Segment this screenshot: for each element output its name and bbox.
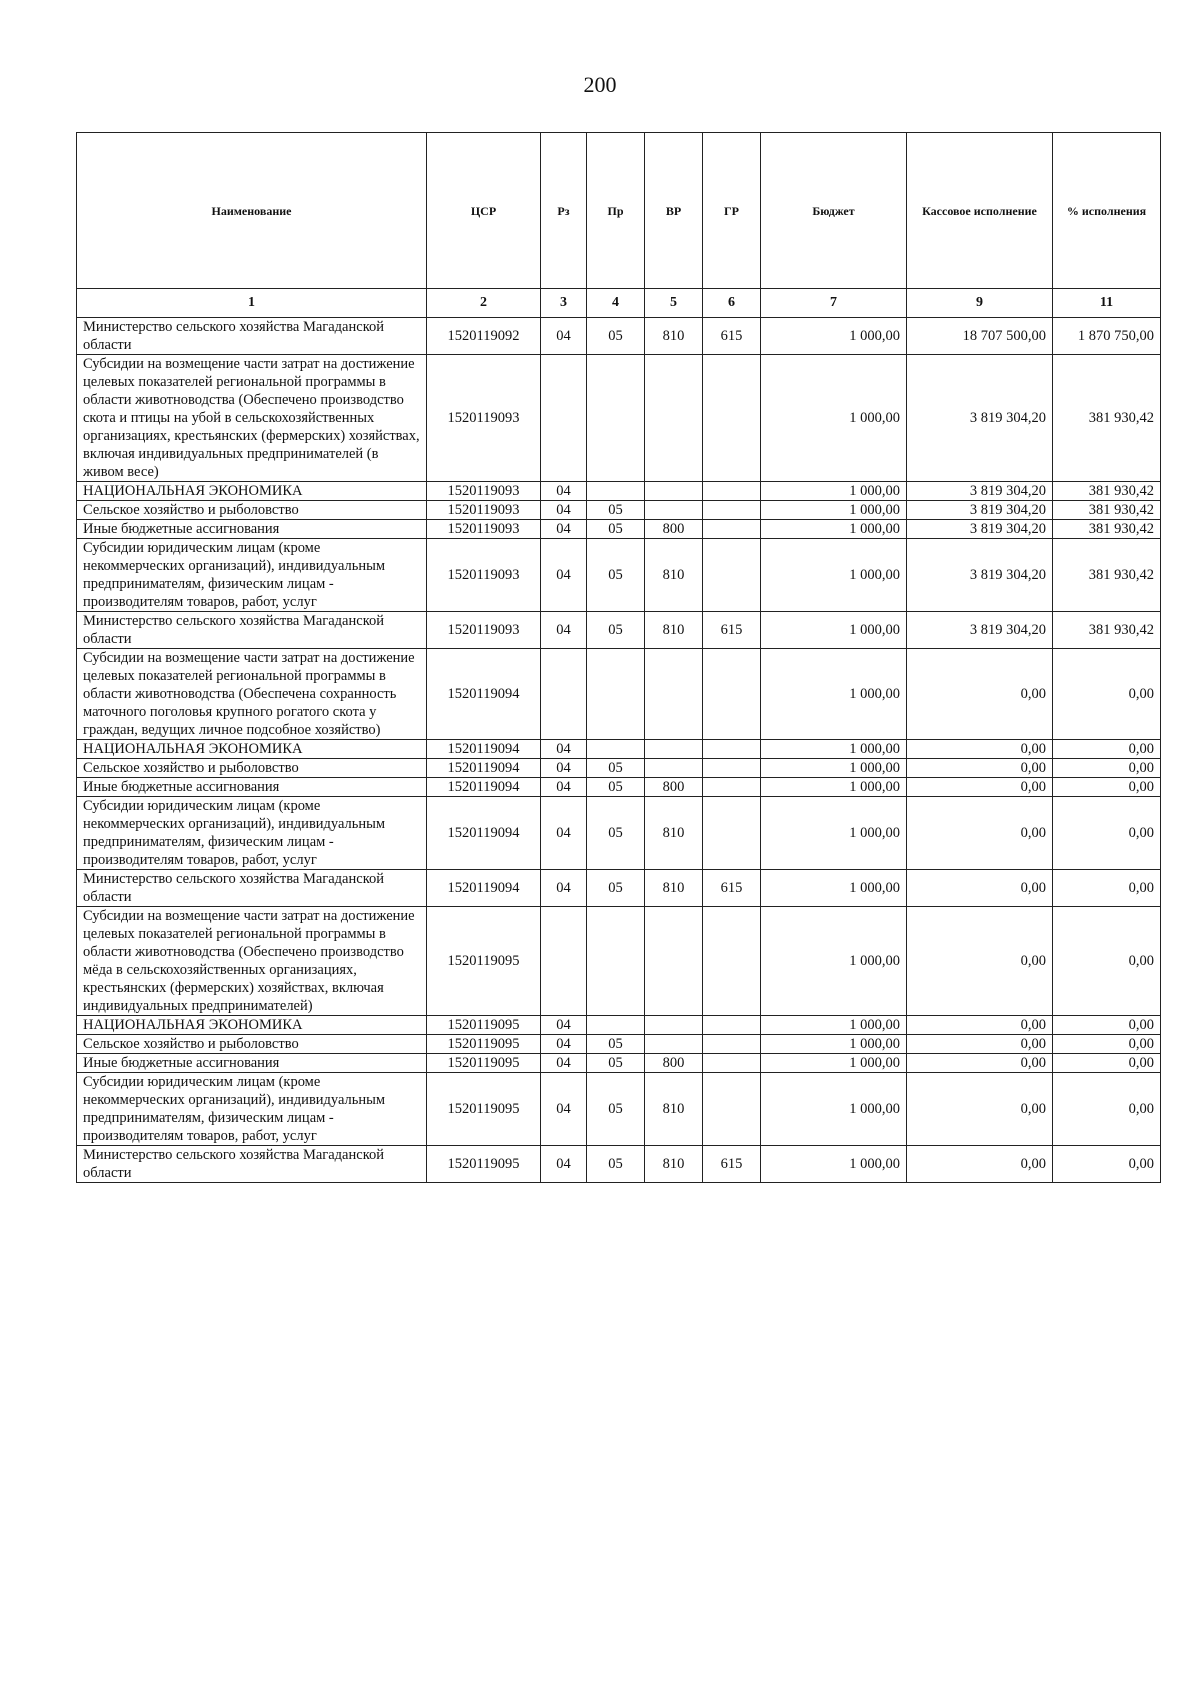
col-number: 3 <box>541 289 587 318</box>
cell-vr <box>645 907 703 1016</box>
cell-rz: 04 <box>541 1146 587 1183</box>
cell-percent: 0,00 <box>1053 1146 1161 1183</box>
cell-name: Сельское хозяйство и рыболовство <box>77 501 427 520</box>
cell-budget: 1 000,00 <box>761 907 907 1016</box>
table-row <box>77 355 1161 482</box>
cell-pr <box>587 740 645 759</box>
cell-vr: 810 <box>645 1146 703 1183</box>
cell-gr <box>703 539 761 612</box>
cell-pr <box>587 482 645 501</box>
cell-budget: 1 000,00 <box>761 1016 907 1035</box>
cell-percent: 381 930,42 <box>1053 355 1161 482</box>
cell-gr: 615 <box>703 870 761 907</box>
cell-name: Сельское хозяйство и рыболовство <box>77 1035 427 1054</box>
cell-csr: 1520119093 <box>427 355 541 482</box>
cell-csr: 1520119093 <box>427 501 541 520</box>
cell-cash: 0,00 <box>907 759 1053 778</box>
cell-rz: 04 <box>541 759 587 778</box>
col-header-vr: ВР <box>645 133 703 289</box>
column-number-row <box>77 289 1161 318</box>
cell-name: Субсидии на возмещение части затрат на достижение целевых показателей региональной программы в области животноводства (Обеспечено производство скота и птицы на убой в сельскохозяйственных организациях, крестьянских (фермерских) хозяйствах, включая индивидуальных предпринимателей (в живом весе) <box>77 355 427 482</box>
cell-budget: 1 000,00 <box>761 740 907 759</box>
cell-pr: 05 <box>587 870 645 907</box>
table-row <box>77 1016 1161 1035</box>
cell-vr: 800 <box>645 778 703 797</box>
cell-name: Министерство сельского хозяйства Магаданской области <box>77 870 427 907</box>
cell-percent: 0,00 <box>1053 1073 1161 1146</box>
col-number: 4 <box>587 289 645 318</box>
cell-gr <box>703 778 761 797</box>
cell-name: Министерство сельского хозяйства Магаданской области <box>77 612 427 649</box>
cell-rz <box>541 355 587 482</box>
cell-pr: 05 <box>587 501 645 520</box>
cell-budget: 1 000,00 <box>761 1146 907 1183</box>
cell-percent: 381 930,42 <box>1053 612 1161 649</box>
table-row <box>77 759 1161 778</box>
cell-pr <box>587 907 645 1016</box>
cell-rz: 04 <box>541 1054 587 1073</box>
cell-name: Иные бюджетные ассигнования <box>77 1054 427 1073</box>
cell-cash: 3 819 304,20 <box>907 355 1053 482</box>
cell-gr <box>703 759 761 778</box>
cell-percent: 0,00 <box>1053 1016 1161 1035</box>
cell-vr: 800 <box>645 1054 703 1073</box>
header-row <box>77 133 1161 289</box>
col-header-csr: ЦСР <box>427 133 541 289</box>
cell-csr: 1520119095 <box>427 1054 541 1073</box>
cell-name: НАЦИОНАЛЬНАЯ ЭКОНОМИКА <box>77 1016 427 1035</box>
cell-name: НАЦИОНАЛЬНАЯ ЭКОНОМИКА <box>77 482 427 501</box>
table-row <box>77 501 1161 520</box>
cell-pr: 05 <box>587 797 645 870</box>
cell-budget: 1 000,00 <box>761 759 907 778</box>
cell-cash: 0,00 <box>907 797 1053 870</box>
cell-percent: 0,00 <box>1053 907 1161 1016</box>
cell-gr <box>703 797 761 870</box>
cell-budget: 1 000,00 <box>761 612 907 649</box>
cell-pr: 05 <box>587 1035 645 1054</box>
cell-csr: 1520119094 <box>427 759 541 778</box>
cell-rz: 04 <box>541 482 587 501</box>
cell-rz: 04 <box>541 539 587 612</box>
col-header-cash: Кассовое исполнение <box>907 133 1053 289</box>
cell-budget: 1 000,00 <box>761 501 907 520</box>
cell-budget: 1 000,00 <box>761 539 907 612</box>
cell-name: НАЦИОНАЛЬНАЯ ЭКОНОМИКА <box>77 740 427 759</box>
cell-rz: 04 <box>541 778 587 797</box>
cell-rz: 04 <box>541 318 587 355</box>
cell-name: Субсидии юридическим лицам (кроме некоммерческих организаций), индивидуальным предпринимателям, физическим лицам - производителям товаров, работ, услуг <box>77 539 427 612</box>
cell-percent: 0,00 <box>1053 740 1161 759</box>
cell-cash: 0,00 <box>907 1035 1053 1054</box>
table-row <box>77 797 1161 870</box>
cell-name: Субсидии юридическим лицам (кроме некоммерческих организаций), индивидуальным предпринимателям, физическим лицам - производителям товаров, работ, услуг <box>77 1073 427 1146</box>
col-number: 9 <box>907 289 1053 318</box>
cell-rz: 04 <box>541 1073 587 1146</box>
cell-gr: 615 <box>703 318 761 355</box>
cell-rz: 04 <box>541 1016 587 1035</box>
cell-gr <box>703 907 761 1016</box>
cell-csr: 1520119094 <box>427 649 541 740</box>
table-row <box>77 740 1161 759</box>
cell-vr <box>645 1035 703 1054</box>
col-number: 7 <box>761 289 907 318</box>
cell-gr <box>703 740 761 759</box>
cell-gr: 615 <box>703 612 761 649</box>
table-row <box>77 907 1161 1016</box>
table-row <box>77 1035 1161 1054</box>
cell-budget: 1 000,00 <box>761 778 907 797</box>
page-number: 200 <box>583 72 617 97</box>
cell-vr <box>645 649 703 740</box>
cell-vr <box>645 759 703 778</box>
cell-budget: 1 000,00 <box>761 318 907 355</box>
cell-budget: 1 000,00 <box>761 520 907 539</box>
cell-vr: 810 <box>645 539 703 612</box>
col-header-name: Наименование <box>77 133 427 289</box>
cell-cash: 3 819 304,20 <box>907 539 1053 612</box>
cell-vr: 810 <box>645 612 703 649</box>
table-row <box>77 1146 1161 1183</box>
table-row <box>77 1073 1161 1146</box>
cell-cash: 3 819 304,20 <box>907 520 1053 539</box>
cell-csr: 1520119093 <box>427 612 541 649</box>
cell-rz: 04 <box>541 797 587 870</box>
cell-csr: 1520119095 <box>427 1146 541 1183</box>
cell-pr: 05 <box>587 1146 645 1183</box>
col-header-gr: ГР <box>703 133 761 289</box>
cell-gr <box>703 501 761 520</box>
cell-gr: 615 <box>703 1146 761 1183</box>
cell-cash: 0,00 <box>907 907 1053 1016</box>
cell-csr: 1520119093 <box>427 482 541 501</box>
cell-pr: 05 <box>587 759 645 778</box>
table-row <box>77 1054 1161 1073</box>
cell-csr: 1520119095 <box>427 907 541 1016</box>
cell-gr <box>703 1035 761 1054</box>
cell-gr <box>703 649 761 740</box>
cell-cash: 0,00 <box>907 1016 1053 1035</box>
cell-vr: 810 <box>645 1073 703 1146</box>
cell-cash: 18 707 500,00 <box>907 318 1053 355</box>
cell-pr: 05 <box>587 778 645 797</box>
cell-csr: 1520119094 <box>427 870 541 907</box>
cell-budget: 1 000,00 <box>761 1073 907 1146</box>
table-body <box>77 318 1161 1183</box>
cell-pr: 05 <box>587 1054 645 1073</box>
cell-cash: 0,00 <box>907 740 1053 759</box>
col-header-percent: % исполнения <box>1053 133 1161 289</box>
cell-percent: 0,00 <box>1053 649 1161 740</box>
cell-pr: 05 <box>587 318 645 355</box>
table-row <box>77 612 1161 649</box>
cell-csr: 1520119093 <box>427 520 541 539</box>
cell-cash: 3 819 304,20 <box>907 612 1053 649</box>
cell-vr <box>645 482 703 501</box>
cell-name: Министерство сельского хозяйства Магаданской области <box>77 318 427 355</box>
cell-rz: 04 <box>541 501 587 520</box>
cell-vr: 800 <box>645 520 703 539</box>
cell-percent: 381 930,42 <box>1053 501 1161 520</box>
cell-gr <box>703 520 761 539</box>
cell-vr: 810 <box>645 870 703 907</box>
cell-vr <box>645 1016 703 1035</box>
cell-cash: 0,00 <box>907 870 1053 907</box>
cell-gr <box>703 355 761 482</box>
cell-rz: 04 <box>541 612 587 649</box>
cell-cash: 0,00 <box>907 1073 1053 1146</box>
cell-name: Иные бюджетные ассигнования <box>77 520 427 539</box>
cell-pr: 05 <box>587 1073 645 1146</box>
cell-percent: 381 930,42 <box>1053 482 1161 501</box>
cell-csr: 1520119095 <box>427 1035 541 1054</box>
cell-name: Субсидии юридическим лицам (кроме некоммерческих организаций), индивидуальным предпринимателям, физическим лицам - производителям товаров, работ, услуг <box>77 797 427 870</box>
cell-rz <box>541 649 587 740</box>
col-number: 11 <box>1053 289 1161 318</box>
table-row <box>77 870 1161 907</box>
col-number: 1 <box>77 289 427 318</box>
table-row <box>77 778 1161 797</box>
cell-percent: 381 930,42 <box>1053 539 1161 612</box>
cell-percent: 0,00 <box>1053 778 1161 797</box>
cell-vr: 810 <box>645 318 703 355</box>
cell-percent: 1 870 750,00 <box>1053 318 1161 355</box>
cell-csr: 1520119094 <box>427 778 541 797</box>
cell-budget: 1 000,00 <box>761 355 907 482</box>
cell-budget: 1 000,00 <box>761 870 907 907</box>
cell-cash: 0,00 <box>907 1054 1053 1073</box>
cell-csr: 1520119095 <box>427 1016 541 1035</box>
cell-rz: 04 <box>541 520 587 539</box>
cell-rz <box>541 907 587 1016</box>
cell-gr <box>703 1073 761 1146</box>
col-number: 5 <box>645 289 703 318</box>
col-header-rz: Рз <box>541 133 587 289</box>
cell-percent: 0,00 <box>1053 1054 1161 1073</box>
cell-gr <box>703 1016 761 1035</box>
cell-budget: 1 000,00 <box>761 649 907 740</box>
cell-percent: 0,00 <box>1053 759 1161 778</box>
cell-percent: 381 930,42 <box>1053 520 1161 539</box>
cell-cash: 0,00 <box>907 649 1053 740</box>
cell-name: Субсидии на возмещение части затрат на достижение целевых показателей региональной программы в области животноводства (Обеспечена сохранность маточного поголовья крупного рогатого скота у граждан, ведущих личное подсобное хозяйство) <box>77 649 427 740</box>
col-number: 2 <box>427 289 541 318</box>
cell-rz: 04 <box>541 1035 587 1054</box>
cell-pr <box>587 1016 645 1035</box>
table-row <box>77 539 1161 612</box>
cell-vr <box>645 740 703 759</box>
cell-pr: 05 <box>587 520 645 539</box>
cell-csr: 1520119092 <box>427 318 541 355</box>
cell-csr: 1520119094 <box>427 797 541 870</box>
cell-name: Иные бюджетные ассигнования <box>77 778 427 797</box>
cell-percent: 0,00 <box>1053 1035 1161 1054</box>
table-row <box>77 520 1161 539</box>
cell-percent: 0,00 <box>1053 870 1161 907</box>
cell-rz: 04 <box>541 740 587 759</box>
col-header-budget: Бюджет <box>761 133 907 289</box>
cell-vr: 810 <box>645 797 703 870</box>
cell-csr: 1520119095 <box>427 1073 541 1146</box>
cell-cash: 3 819 304,20 <box>907 482 1053 501</box>
cell-budget: 1 000,00 <box>761 1054 907 1073</box>
cell-pr <box>587 355 645 482</box>
cell-cash: 0,00 <box>907 778 1053 797</box>
cell-pr <box>587 649 645 740</box>
table-row <box>77 318 1161 355</box>
cell-pr: 05 <box>587 539 645 612</box>
table-row <box>77 649 1161 740</box>
cell-budget: 1 000,00 <box>761 1035 907 1054</box>
budget-table <box>76 132 1161 1183</box>
cell-gr <box>703 482 761 501</box>
cell-cash: 3 819 304,20 <box>907 501 1053 520</box>
cell-pr: 05 <box>587 612 645 649</box>
table-row <box>77 482 1161 501</box>
cell-name: Сельское хозяйство и рыболовство <box>77 759 427 778</box>
cell-csr: 1520119094 <box>427 740 541 759</box>
cell-gr <box>703 1054 761 1073</box>
cell-budget: 1 000,00 <box>761 797 907 870</box>
cell-cash: 0,00 <box>907 1146 1053 1183</box>
cell-name: Министерство сельского хозяйства Магаданской области <box>77 1146 427 1183</box>
col-header-pr: Пр <box>587 133 645 289</box>
cell-percent: 0,00 <box>1053 797 1161 870</box>
cell-vr <box>645 355 703 482</box>
cell-rz: 04 <box>541 870 587 907</box>
cell-vr <box>645 501 703 520</box>
cell-budget: 1 000,00 <box>761 482 907 501</box>
cell-name: Субсидии на возмещение части затрат на достижение целевых показателей региональной программы в области животноводства (Обеспечено производство мёда в сельскохозяйственных организациях, крестьянских (фермерских) хозяйствах, включая индивидуальных предпринимателей) <box>77 907 427 1016</box>
col-number: 6 <box>703 289 761 318</box>
cell-csr: 1520119093 <box>427 539 541 612</box>
